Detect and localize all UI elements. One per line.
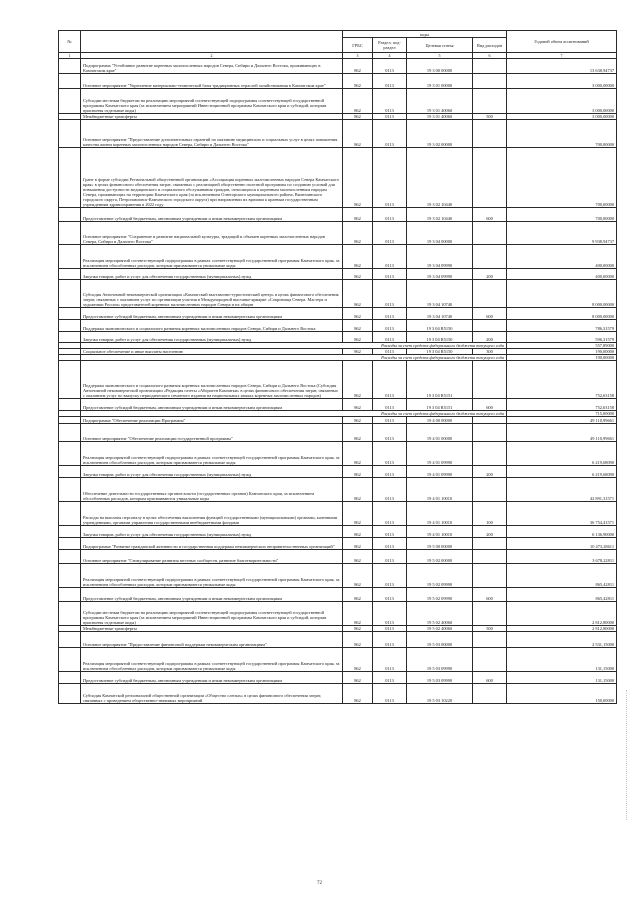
cell-grbs: 862 [343,269,373,280]
cell-vid [473,74,507,89]
cell-vid [473,632,507,648]
cell-note-text: Расходы за счет средств федерального бюджета текущего года [81,343,507,349]
cell-amount: 131,15000 [507,672,617,684]
cell-name: Основное мероприятие "Обеспечение реализации государственной программы" [81,424,343,442]
table-row [59,550,617,564]
cell-vid [473,120,507,148]
header-codes: коды [343,31,507,38]
cell-num [59,442,81,466]
index-7: 7 [507,53,617,59]
cell-vid: 600 [473,399,507,411]
cell-celevaya: 19 3 04 R5151 [407,399,473,411]
cell-grbs: 862 [343,349,373,355]
cell-amount: 49 110,99661 [507,424,617,442]
cell-razdel: 0113 [373,308,407,320]
cell-grbs: 862 [343,538,373,550]
cell-grbs: 862 [343,320,373,332]
cell-grbs: 862 [343,245,373,269]
cell-amount: 715,00000 [507,411,617,417]
cell-razdel: 0113 [373,538,407,550]
cell-celevaya: 19 4 01 09990 [407,442,473,466]
cell-celevaya: 19 5 00 00000 [407,538,473,550]
cell-grbs: 862 [343,280,373,308]
cell-amount: 700,00000 [507,120,617,148]
cell-num [59,89,81,114]
cell-razdel: 0113 [373,114,407,120]
table-row [59,526,617,538]
cell-grbs: 862 [343,626,373,632]
header-razdel: Раздел, под-раздел [373,38,407,53]
cell-vid [473,89,507,114]
cell-amount: 865,42811 [507,564,617,588]
cell-grbs: 862 [343,588,373,602]
cell-celevaya: 19 5 02 09990 [407,564,473,588]
cell-amount: 752,63158 [507,361,617,399]
cell-grbs: 862 [343,74,373,89]
cell-name: Расходы на выплаты персоналу в целях обеспечения выполнения функций государственными (муниципальными) органами, казенными учреждениями, органами управления государственными внебюджетными фондами [81,502,343,526]
page-number: 72 [317,881,322,886]
cell-vid: 200 [473,526,507,538]
cell-vid: 500 [473,114,507,120]
cell-num [59,602,81,626]
cell-num [59,74,81,89]
cell-name: Закупка товаров, работ и услуг для обеспечения государственных (муниципальных) нужд [81,332,343,343]
cell-razdel: 0113 [373,626,407,632]
cell-name: Предоставление субсидий бюджетным, автономным учреждениям и иным некоммерческим организациям [81,208,343,222]
cell-razdel: 0113 [373,320,407,332]
cell-grbs: 862 [343,59,373,74]
cell-amount: 6 219,68090 [507,442,617,466]
cell-grbs: 862 [343,222,373,245]
cell-razdel: 0113 [373,602,407,626]
cell-name: Основное мероприятие "Укрепление материально-технической базы традиционных отраслей хозяйствования в Камчатском крае" [81,74,343,89]
index-5: 5 [407,53,473,59]
cell-vid [473,361,507,399]
cell-name: Подпрограмма "Устойчивое развитие коренных малочисленных народов Севера, Сибири и Дальнего Востока, проживающих в Камчатском крае" [81,59,343,74]
cell-name: Межбюджетные трансферты [81,114,343,120]
header-total: Годовой объем ассигнований [507,31,617,53]
cell-razdel: 0113 [373,148,407,208]
cell-num [59,588,81,602]
cell-vid: 500 [473,626,507,632]
cell-grbs: 862 [343,89,373,114]
cell-celevaya: 19 5 03 10220 [407,684,473,704]
cell-name: Предоставление субсидий бюджетным, автономным учреждениям и иным некоммерческим организациям [81,399,343,411]
cell-razdel: 0113 [373,502,407,526]
cell-grbs: 862 [343,672,373,684]
cell-vid [473,320,507,332]
cell-celevaya: 19 3 04 09990 [407,269,473,280]
cell-vid: 200 [473,332,507,343]
cell-name: Субсидии местным бюджетам на реализацию мероприятий соответствующей подпрограммы соответствующей государственной программы Камчатского края (за исключением мероприятий Инвестиционной программы Камчатского края и субсидий, которым присвоены отдельные коды) [81,602,343,626]
cell-amount: 400,00000 [507,269,617,280]
cell-num [59,59,81,74]
header-grbs: ГРБС [343,38,373,53]
table-row [59,269,617,280]
cell-grbs: 862 [343,442,373,466]
table-row [59,466,617,478]
index-4: 4 [373,53,407,59]
table-row [59,59,617,74]
cell-razdel: 0113 [373,349,407,355]
cell-grbs: 862 [343,684,373,704]
cell-amount: 786,31579 [507,320,617,332]
cell-razdel: 0113 [373,648,407,672]
cell-num [59,222,81,245]
cell-amount: 3 000,00000 [507,114,617,120]
cell-amount: 190,00000 [507,355,617,361]
cell-vid: 600 [473,208,507,222]
cell-vid: 100 [473,502,507,526]
index-2: 2 [81,53,343,59]
cell-amount: 400,00000 [507,245,617,269]
cell-vid [473,280,507,308]
cell-num [59,526,81,538]
cell-name: Субсидия Автономной некоммерческой организации «Камчатский выставочно-туристический центр» в целях финансового обеспечения затрат, связанных с оказанием услуг по организации участия в Международной выставке-ярмарке «Сокровища Севера. Мастера и художники России» представителей коренных малочисленных народов Севера и их общин [81,280,343,308]
cell-num [59,399,81,411]
cell-amount: 2 531,15000 [507,632,617,648]
cell-celevaya: 19 5 02 00000 [407,550,473,564]
table-row [59,280,617,308]
cell-amount: 700,00000 [507,148,617,208]
cell-name: Реализация мероприятий соответствующей подпрограммы в рамках соответствующей государственной программы Камчатского края, за исключением обособленных расходов, которым присваиваются уникальные коды [81,648,343,672]
cell-vid: 600 [473,672,507,684]
cell-grbs: 862 [343,148,373,208]
cell-vid [473,417,507,424]
cell-vid [473,148,507,208]
index-6: 6 [473,53,507,59]
cell-celevaya: 19 5 03 09990 [407,672,473,684]
cell-vid [473,245,507,269]
cell-amount: 2 812,80000 [507,602,617,626]
cell-amount: 42 891,31571 [507,478,617,502]
cell-name: Закупка товаров, работ и услуг для обеспечения государственных (муниципальных) нужд [81,526,343,538]
cell-grbs: 862 [343,417,373,424]
cell-razdel: 0113 [373,417,407,424]
cell-razdel: 0113 [373,59,407,74]
cell-celevaya: 19 5 03 00000 [407,632,473,648]
cell-grbs: 862 [343,478,373,502]
index-1: 1 [59,53,81,59]
cell-name: Реализация мероприятий соответствующей подпрограммы в рамках соответствующей государственной программы Камчатского края, за исключением обособленных расходов, которым присваиваются уникальные коды [81,245,343,269]
header-vid: Вид расходов [473,38,507,53]
cell-name: Предоставление субсидий бюджетным, автономным учреждениям и иным некоммерческим организациям [81,588,343,602]
cell-celevaya: 19 3 00 00000 [407,59,473,74]
cell-num [59,361,81,399]
cell-name: Закупка товаров, работ и услуг для обеспечения государственных (муниципальных) нужд [81,269,343,280]
cell-name: Реализация мероприятий соответствующей подпрограммы в рамках соответствующей государственной программы Камчатского края, за исключением обособленных расходов, которым присваиваются уникальные коды [81,564,343,588]
cell-grbs: 862 [343,399,373,411]
table-row [59,361,617,399]
table-row [59,632,617,648]
cell-num [59,120,81,148]
cell-celevaya: 19 3 01 40060 [407,89,473,114]
cell-amount: 150,00000 [507,684,617,704]
cell-num [59,208,81,222]
cell-grbs: 862 [343,424,373,442]
cell-note-text: Расходы за счет средств федерального бюджета текущего года [81,411,507,417]
cell-razdel: 0113 [373,361,407,399]
cell-num [59,320,81,332]
cell-vid [473,564,507,588]
table-row [59,222,617,245]
cell-amount: 596,31579 [507,332,617,343]
cell-razdel: 0113 [373,208,407,222]
table-row [59,442,617,466]
cell-celevaya: 19 5 02 40060 [407,602,473,626]
cell-vid [473,648,507,672]
cell-vid [473,602,507,626]
cell-celevaya: 19 4 01 10010 [407,526,473,538]
cell-name: Межбюджетные трансферты [81,626,343,632]
cell-num [59,648,81,672]
cell-celevaya: 19 3 04 R5150 [407,332,473,343]
cell-celevaya: 19 3 04 10740 [407,280,473,308]
cell-num [59,424,81,442]
table-row [59,308,617,320]
cell-celevaya: 19 3 04 R5150 [407,349,473,355]
budget-table-sheet [58,30,616,704]
cell-vid: 200 [473,269,507,280]
index-3: 3 [343,53,373,59]
cell-grbs: 862 [343,361,373,399]
table-row [59,602,617,626]
cell-amount: 6 136,90000 [507,526,617,538]
table-row [59,684,617,704]
cell-celevaya: 19 3 04 09990 [407,245,473,269]
table-row [59,502,617,526]
cell-num [59,502,81,526]
cell-name: Реализация мероприятий соответствующей подпрограммы в рамках соответствующей государственной программы Камчатского края, за исключением обособленных расходов, которым присваиваются уникальные коды [81,442,343,466]
table-row [59,208,617,222]
cell-amount: 557,89000 [507,343,617,349]
table-row [59,74,617,89]
cell-razdel: 0113 [373,588,407,602]
cell-amount: 3 000,00000 [507,74,617,89]
cell-name: Основное мероприятие "Предоставление финансовой поддержки некоммерческим организациям" [81,632,343,648]
cell-razdel: 0113 [373,478,407,502]
cell-grbs: 862 [343,208,373,222]
cell-num [59,245,81,269]
cell-grbs: 862 [343,648,373,672]
cell-num [59,478,81,502]
cell-name: Субсидии местным бюджетам на реализацию мероприятий соответствующей подпрограммы соответствующей государственной программы Камчатского края (за исключением мероприятий Инвестиционной программы Камчатского края и субсидий, которым присвоены отдельные коды) [81,89,343,114]
cell-name: Подпрограмма "Обеспечение реализации Программы" [81,417,343,424]
cell-celevaya: 19 5 02 09990 [407,588,473,602]
cell-grbs: 862 [343,564,373,588]
cell-grbs: 862 [343,120,373,148]
cell-amount: 3 000,00000 [507,89,617,114]
cell-num [59,308,81,320]
table-row [59,89,617,114]
cell-amount: 36 754,41571 [507,502,617,526]
table-row [59,245,617,269]
budget-table [58,30,617,704]
cell-grbs: 862 [343,502,373,526]
cell-num [59,417,81,424]
scan-edge-mark [626,690,631,820]
cell-razdel: 0113 [373,526,407,538]
cell-razdel: 0113 [373,120,407,148]
cell-celevaya: 19 3 04 R5151 [407,361,473,399]
cell-grbs: 862 [343,308,373,320]
cell-grbs: 862 [343,632,373,648]
cell-amount: 131,15000 [507,648,617,672]
header-name [81,31,343,53]
cell-amount: 49 110,99661 [507,417,617,424]
cell-num [59,538,81,550]
cell-name: Закупка товаров, работ и услуг для обеспечения государственных (муниципальных) нужд [81,466,343,478]
cell-vid [473,684,507,704]
cell-razdel: 0113 [373,399,407,411]
cell-celevaya: 19 5 02 40060 [407,626,473,632]
cell-num [59,684,81,704]
cell-vid [473,550,507,564]
table-row [59,538,617,550]
cell-amount: 2 812,80000 [507,626,617,632]
cell-grbs: 862 [343,332,373,343]
cell-name: Социальное обеспечение и иные выплаты населению [81,349,343,355]
cell-amount: 700,00000 [507,208,617,222]
cell-celevaya: 19 5 03 09990 [407,648,473,672]
cell-num [59,564,81,588]
cell-celevaya: 19 3 04 R5150 [407,320,473,332]
cell-vid: 600 [473,588,507,602]
table-row [59,320,617,332]
cell-amount: 8 000,00000 [507,308,617,320]
cell-name: Предоставление субсидий бюджетным, автономным учреждениям и иным некоммерческим организациям [81,672,343,684]
cell-razdel: 0113 [373,269,407,280]
cell-celevaya: 19 3 04 00000 [407,222,473,245]
table-row [59,332,617,343]
header-num: № [59,31,81,53]
header-celevaya: Целевая статья [407,38,473,53]
cell-vid [473,222,507,245]
cell-razdel: 0113 [373,280,407,308]
cell-name: Основное мероприятие "Стимулирование развития местных сообществ, развитие благотворительности" [81,550,343,564]
cell-razdel: 0113 [373,222,407,245]
cell-num [59,280,81,308]
table-row [59,424,617,442]
cell-name: Субсидия Камчатской региональной общественной организации «Общество слепых» в целях финансового обеспечения затрат, связанных с проведением общественно-значимых мероприятий [81,684,343,704]
cell-razdel: 0113 [373,684,407,704]
table-row [59,564,617,588]
table-row [59,672,617,684]
cell-vid: 300 [473,349,507,355]
cell-celevaya: 19 4 01 09990 [407,466,473,478]
cell-celevaya: 19 3 04 10740 [407,308,473,320]
table-row [59,478,617,502]
cell-razdel: 0113 [373,442,407,466]
cell-celevaya: 19 4 00 00000 [407,417,473,424]
cell-celevaya: 19 4 01 10010 [407,478,473,502]
cell-amount: 865,42811 [507,588,617,602]
cell-amount: 6 219,68090 [507,466,617,478]
cell-note-text: Расходы за счет средств федерального бюджета текущего года [81,355,507,361]
cell-razdel: 0113 [373,89,407,114]
cell-vid [473,538,507,550]
cell-name: Поддержка экономического и социального развития коренных малочисленных народов Севера, Сибири и Дальнего Востока (Субсидия Автономной некоммерческой организации «Редакция газеты «Абориген Камчатки» в целях финансового обеспечения затрат, связанных с оказанием услуг по выпуску периодического печатного издания на национальных языках коренных малочисленных народов) [81,361,343,399]
cell-razdel: 0113 [373,672,407,684]
cell-name: Предоставление субсидий бюджетным, автономным учреждениям и иным некоммерческим организациям [81,308,343,320]
cell-celevaya: 19 3 02 00000 [407,120,473,148]
cell-num [59,332,81,343]
cell-num [59,269,81,280]
cell-celevaya: 19 4 01 10010 [407,502,473,526]
table-row [59,588,617,602]
cell-name: Основное мероприятие "Сохранение и развитие национальной культуры, традиций и обычаев коренных малочисленных народов Севера, Сибири и Дальнего Востока" [81,222,343,245]
cell-celevaya: 19 3 02 10440 [407,148,473,208]
cell-razdel: 0113 [373,564,407,588]
cell-amount: 3 678,22811 [507,550,617,564]
cell-grbs: 862 [343,602,373,626]
cell-razdel: 0113 [373,332,407,343]
cell-razdel: 0113 [373,245,407,269]
cell-razdel: 0113 [373,550,407,564]
cell-num [59,550,81,564]
cell-amount: 13 638,94737 [507,59,617,74]
cell-name: Грант в форме субсидии Региональной общественной организации «Ассоциация коренных малочисленных народов Севера Камчатского края» в целях финансового обеспечения затрат, связанных с реализацией общественно полезной программы по созданию условий для повышения доступности медицинского и социального обслуживания граждан, относящихся к коренным малочисленным народам Севера, проживающих на территории Камчатского края (за исключением Олюторского муниципального района, Вилючинского городского округа, Петропавловск-Камчатского городского округа) при направлении их врачами к краевым государственным учреждениям здравоохранения в 2022 году [81,148,343,208]
cell-razdel: 0113 [373,632,407,648]
cell-amount: 752,63158 [507,399,617,411]
cell-celevaya: 19 3 02 10440 [407,208,473,222]
cell-grbs: 862 [343,114,373,120]
table-row [59,148,617,208]
cell-grbs: 862 [343,526,373,538]
cell-num [59,148,81,208]
cell-grbs: 862 [343,466,373,478]
cell-num [59,632,81,648]
cell-razdel: 0113 [373,466,407,478]
cell-celevaya: 19 3 01 00000 [407,74,473,89]
cell-name: Основное мероприятие "Предоставление дополнительных гарантий по оказанию медицинских и социальных услуг в целях повышения качества жизни коренных малочисленных народов Севера, Сибири и Дальнего Востока" [81,120,343,148]
cell-celevaya: 19 3 01 40060 [407,114,473,120]
table-row [59,120,617,148]
cell-vid [473,442,507,466]
cell-amount: 8 000,00000 [507,280,617,308]
cell-celevaya: 19 4 01 00000 [407,424,473,442]
cell-vid [473,59,507,74]
cell-amount: 190,00000 [507,349,617,355]
cell-amount: 10 473,28611 [507,538,617,550]
cell-vid: 200 [473,466,507,478]
cell-num [59,672,81,684]
cell-name: Поддержка экономического и социального развития коренных малочисленных народов Севера, Сибири и Дальнего Востока [81,320,343,332]
cell-vid [473,478,507,502]
cell-amount: 9 938,94737 [507,222,617,245]
cell-num [59,466,81,478]
cell-grbs: 862 [343,550,373,564]
table-row [59,648,617,672]
cell-name: Обеспечение деятельности государственных органов власти (государственных органов) Камчатского края, за исключением обособленных расходов, которым присваиваются уникальные коды [81,478,343,502]
cell-vid: 600 [473,308,507,320]
cell-razdel: 0113 [373,74,407,89]
table-row [59,417,617,424]
cell-razdel: 0113 [373,424,407,442]
cell-vid [473,424,507,442]
table-row [59,399,617,411]
cell-name: Подпрограмма "Развитие гражданской активности и государственная поддержка некоммерческих неправительственных организаций" [81,538,343,550]
